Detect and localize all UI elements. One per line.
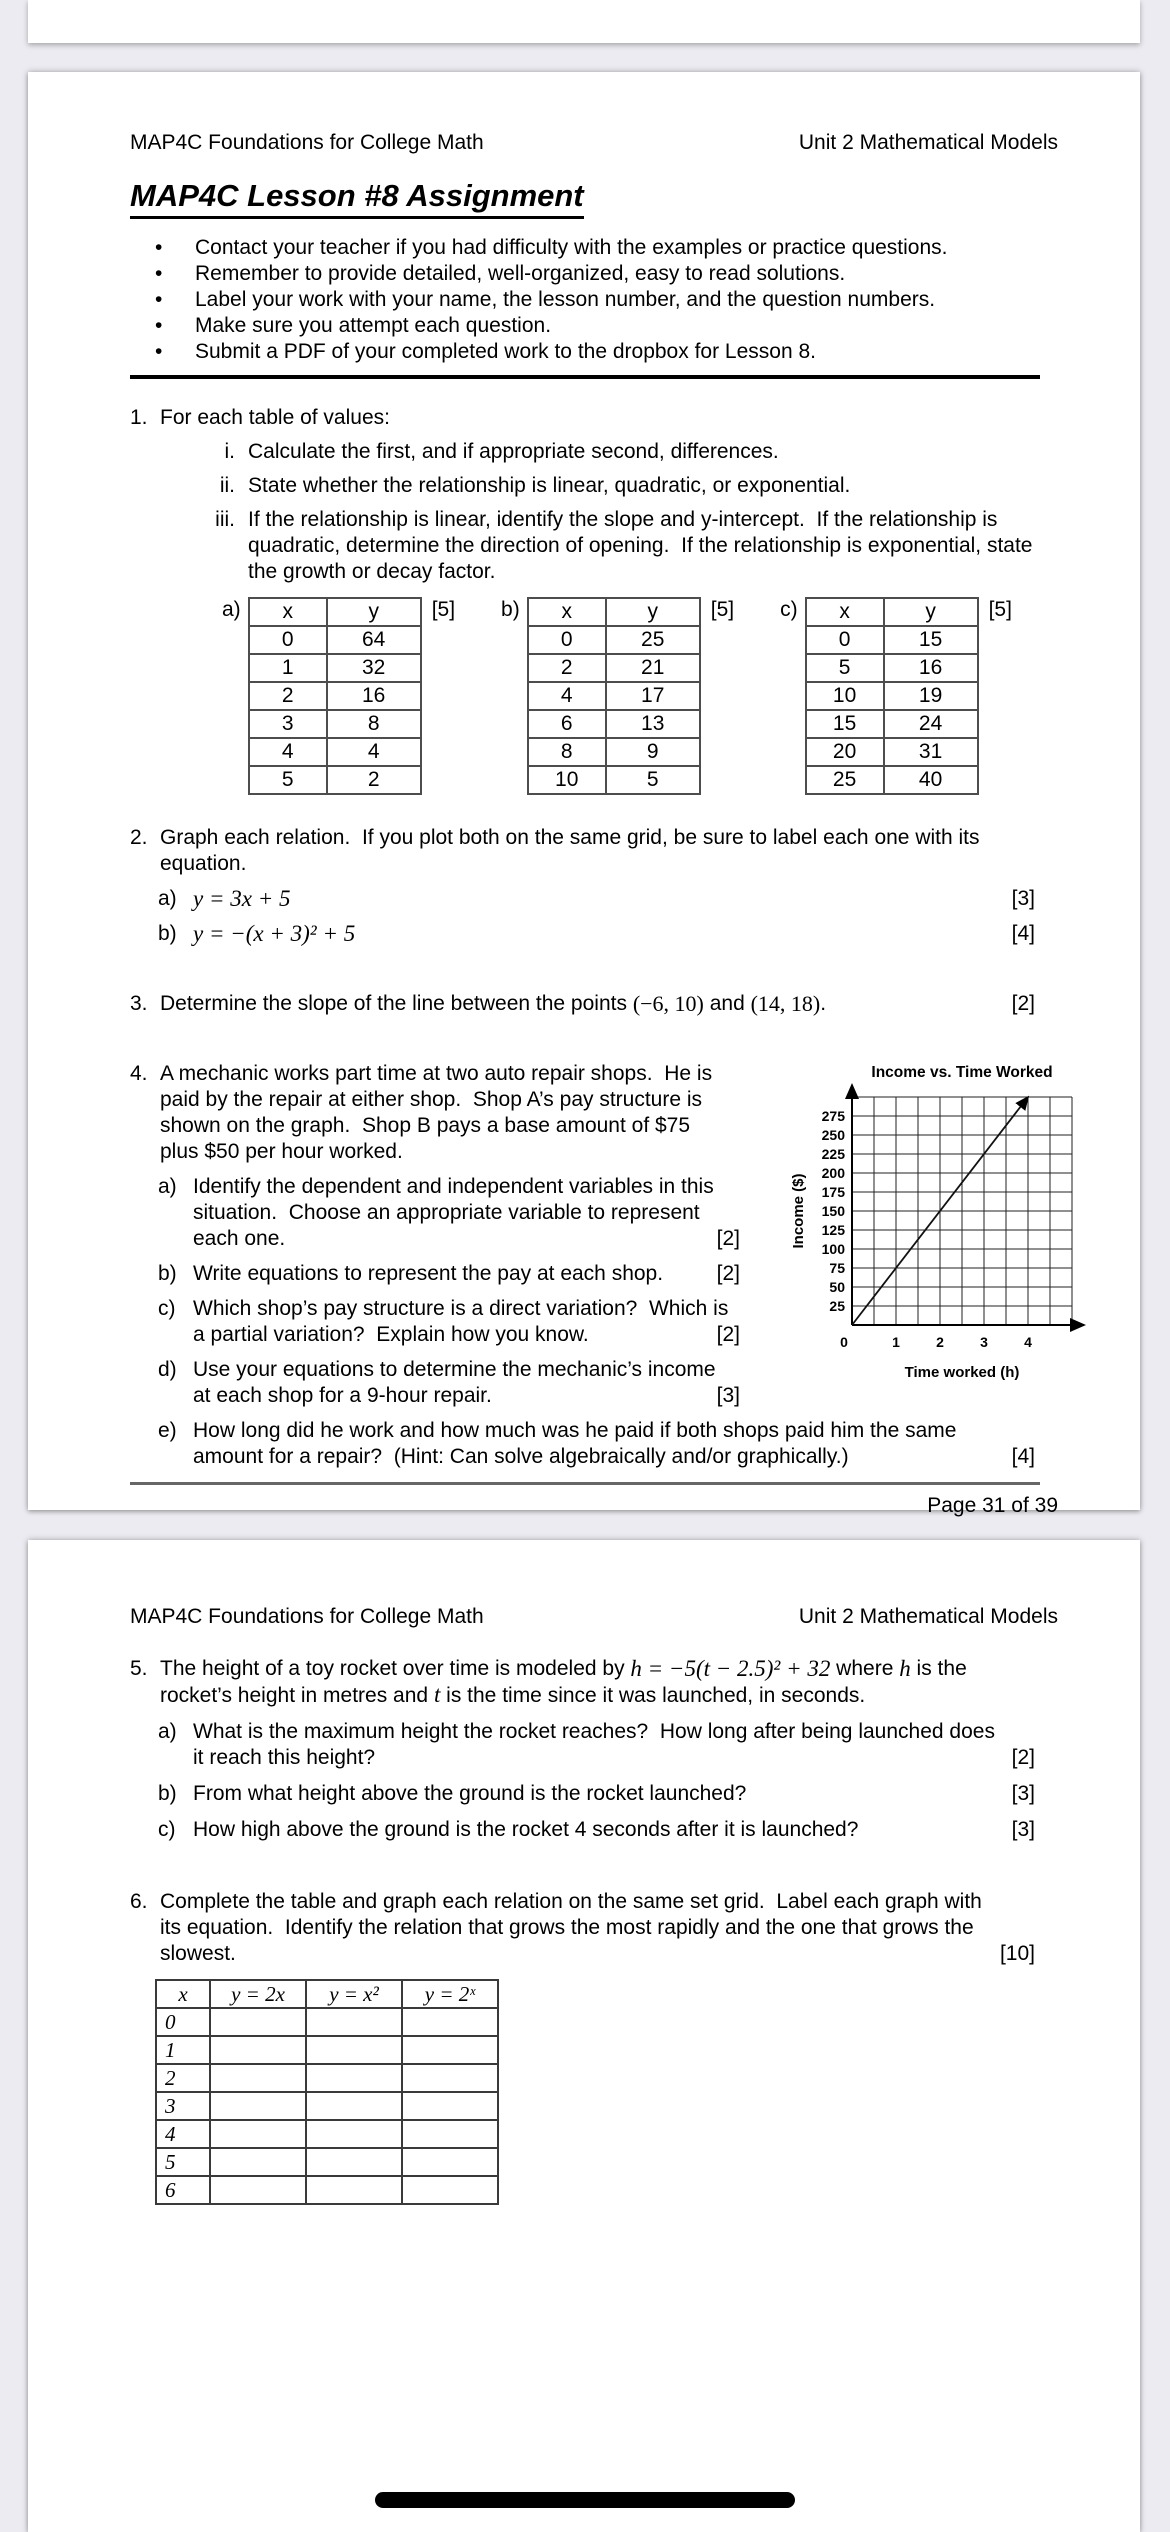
- question-4: [130, 1061, 1058, 1470]
- bullet-icon: •: [155, 236, 163, 259]
- sub-item-text: a partial variation? Explain how you know.: [193, 1323, 589, 1346]
- equation: h = −5(t − 2.5)² + 32: [630, 1656, 831, 1681]
- table-cell: [306, 2036, 402, 2064]
- table-row: [156, 2120, 498, 2148]
- table-cell: 2: [528, 654, 606, 682]
- column-header-x: x: [156, 1980, 210, 2008]
- question-3: [130, 991, 1058, 1017]
- instruction-text: Label your work with your name, the lesson number, and the question numbers.: [195, 288, 936, 311]
- svg-text:Time worked (h): Time worked (h): [904, 1364, 1020, 1381]
- question-text: is the time since it was launched, in seconds.: [440, 1684, 866, 1707]
- question-number: 3.: [130, 992, 148, 1015]
- table-cell: 3: [249, 710, 327, 738]
- equation: y = −(x + 3)² + 5: [193, 921, 356, 946]
- instruction-text: Contact your teacher if you had difficulty with the examples or practice questions.: [195, 236, 948, 259]
- question-text: Graph each relation. If you plot both on the same grid, be sure to label each one with its: [160, 826, 980, 849]
- question-text: Complete the table and graph each relation on the same set grid. Label each graph with: [160, 1890, 982, 1913]
- relations-table-wrap: [155, 1979, 1058, 2205]
- table-cell: 32: [327, 654, 421, 682]
- table-row: [806, 626, 978, 654]
- table-row: [249, 626, 421, 654]
- table-cell: 20: [806, 738, 884, 766]
- sub-item-b: [130, 1781, 1058, 1807]
- sub-item-text: From what height above the ground is the rocket launched?: [193, 1782, 747, 1805]
- table-row: [249, 710, 421, 738]
- question-5: [130, 1656, 1058, 1843]
- question-text: slowest.: [160, 1942, 236, 1965]
- table-row: [528, 682, 700, 710]
- table-row: [528, 738, 700, 766]
- question-text: Determine the slope of the line between the points: [160, 992, 633, 1015]
- document-header: [130, 1540, 1058, 1630]
- table-cell: [402, 2064, 498, 2092]
- item-label: b): [158, 1782, 177, 1805]
- table-cell: [306, 2008, 402, 2036]
- sub-item-text: What is the maximum height the rocket reaches? How long after being launched does: [193, 1720, 995, 1743]
- item-label: b): [158, 922, 177, 945]
- question-6: [130, 1889, 1058, 2205]
- point-1: (−6, 10): [632, 991, 704, 1016]
- table-cell: [306, 2148, 402, 2176]
- sub-item-c: [130, 1817, 1058, 1843]
- sub-item-text: it reach this height?: [193, 1746, 376, 1769]
- marks-badge: [2]: [716, 1323, 740, 1346]
- sub-item-c: [130, 1296, 740, 1348]
- item-label: a): [158, 1720, 177, 1743]
- bullet-icon: •: [155, 262, 163, 285]
- svg-text:100: 100: [821, 1241, 845, 1257]
- item-label: a): [158, 887, 177, 910]
- marks-badge: [4]: [1011, 922, 1035, 945]
- table-cell: 0: [156, 2008, 210, 2036]
- home-indicator[interactable]: [375, 2492, 795, 2508]
- table-cell: 10: [528, 766, 606, 794]
- table-cell: 25: [806, 766, 884, 794]
- sub-item-d: [130, 1357, 740, 1409]
- table-cell: 2: [156, 2064, 210, 2092]
- footer-rule: [130, 1482, 1040, 1485]
- sub-item-text: How long did he work and how much was he paid if both shops paid him the same: [193, 1419, 957, 1442]
- equation-item-b: [130, 921, 1058, 947]
- marks-badge: [3]: [716, 1384, 740, 1407]
- marks-badge: [2]: [1011, 992, 1035, 1015]
- svg-text:225: 225: [821, 1146, 845, 1162]
- table-cell: [306, 2176, 402, 2204]
- instruction-text: Remember to provide detailed, well-organized, easy to read solutions.: [195, 262, 846, 285]
- list-item: [130, 339, 1058, 365]
- table-cell: [210, 2148, 306, 2176]
- table-cell: [210, 2176, 306, 2204]
- question-text: paid by the repair at either shop. Shop A’s pay structure is: [160, 1088, 703, 1111]
- values-table-b: [527, 597, 701, 795]
- svg-text:4: 4: [1024, 1334, 1032, 1350]
- table-cell: 8: [528, 738, 606, 766]
- svg-text:3: 3: [980, 1334, 988, 1350]
- sub-item-text: State whether the relationship is linear, quadratic, or exponential.: [248, 474, 851, 497]
- sub-item-text: Use your equations to determine the mechanic’s income: [193, 1358, 716, 1381]
- question-text: A mechanic works part time at two auto repair shops. He is: [160, 1062, 713, 1085]
- marks-badge: [5]: [988, 598, 1012, 621]
- sub-item-text: If the relationship is linear, identify the slope and y-intercept. If the relationship is: [248, 508, 998, 531]
- table-cell: [210, 2036, 306, 2064]
- table-row: [528, 710, 700, 738]
- table-row: [156, 2064, 498, 2092]
- table-cell: [210, 2092, 306, 2120]
- page-number: Page 31 of 39: [927, 1494, 1058, 1517]
- column-header-x: x: [528, 598, 606, 626]
- table-cell: 2: [249, 682, 327, 710]
- sub-item-text: situation. Choose an appropriate variable to represent: [193, 1201, 700, 1224]
- sub-item-text: Write equations to represent the pay at each shop.: [193, 1262, 664, 1285]
- table-cell: 19: [884, 682, 978, 710]
- svg-text:50: 50: [829, 1279, 845, 1295]
- sub-item-i: [130, 439, 1058, 465]
- values-table-a: [248, 597, 422, 795]
- sub-item-e: [130, 1418, 1058, 1470]
- instruction-text: Make sure you attempt each question.: [195, 314, 552, 337]
- table-cell: [402, 2036, 498, 2064]
- table-cell: [402, 2148, 498, 2176]
- svg-text:1: 1: [892, 1334, 900, 1350]
- table-cell: 31: [884, 738, 978, 766]
- column-header-x: x: [806, 598, 884, 626]
- previous-page-edge: [28, 0, 1140, 43]
- marks-badge: [4]: [1011, 1445, 1035, 1468]
- column-header-y: y: [606, 598, 700, 626]
- marks-badge: [10]: [999, 1942, 1035, 1965]
- table-cell: 40: [884, 766, 978, 794]
- table-cell: 9: [606, 738, 700, 766]
- instruction-text: Submit a PDF of your completed work to the dropbox for Lesson 8.: [195, 340, 816, 363]
- column-header-2x: y = 2x: [210, 1980, 306, 2008]
- sub-item-iii: [130, 507, 1058, 585]
- table-cell: 4: [528, 682, 606, 710]
- equation: y = 3x + 5: [193, 886, 291, 911]
- document-header: [130, 72, 1058, 156]
- table-cell: 0: [249, 626, 327, 654]
- item-label: c): [158, 1297, 176, 1320]
- marks-badge: [2]: [1011, 1746, 1035, 1769]
- divider-rule: [130, 375, 1040, 379]
- table-row: [156, 2036, 498, 2064]
- svg-text:150: 150: [821, 1203, 845, 1219]
- svg-text:0: 0: [840, 1334, 848, 1350]
- bullet-icon: •: [155, 288, 163, 311]
- table-row: [156, 2092, 498, 2120]
- table-cell: 17: [606, 682, 700, 710]
- question-text: rocket’s height in metres and: [160, 1684, 434, 1707]
- marks-badge: [2]: [716, 1227, 740, 1250]
- table-cell: 15: [806, 710, 884, 738]
- question-text: equation.: [160, 852, 247, 875]
- table-row: [249, 682, 421, 710]
- question-number: 2.: [130, 826, 148, 849]
- marks-badge: [2]: [716, 1262, 740, 1285]
- table-row: [156, 2176, 498, 2204]
- svg-text:275: 275: [821, 1108, 845, 1124]
- question-text: The height of a toy rocket over time is modeled by: [160, 1657, 631, 1680]
- question-text: is the: [910, 1657, 967, 1680]
- table-header-row: [249, 598, 421, 626]
- table-cell: [402, 2092, 498, 2120]
- relations-table: [155, 1979, 499, 2205]
- marks-badge: [3]: [1011, 887, 1035, 910]
- table-cell: 10: [806, 682, 884, 710]
- item-label: c): [158, 1818, 176, 1841]
- question-text: where: [830, 1657, 900, 1680]
- table-group-b: [501, 597, 734, 795]
- svg-text:125: 125: [821, 1222, 845, 1238]
- pdf-page-31: [28, 72, 1140, 1517]
- svg-text:Income ($): Income ($): [790, 1173, 807, 1249]
- column-header-y: y: [327, 598, 421, 626]
- table-header-row: [528, 598, 700, 626]
- sub-item-a: [130, 1174, 740, 1252]
- variable: h: [899, 1656, 911, 1681]
- table-cell: 2: [327, 766, 421, 794]
- table-group-c: [780, 597, 1012, 795]
- table-row: [806, 654, 978, 682]
- list-item: [130, 287, 1058, 313]
- table-row: [249, 766, 421, 794]
- table-cell: 13: [606, 710, 700, 738]
- question-number: 1.: [130, 406, 148, 429]
- table-cell: 16: [884, 654, 978, 682]
- table-cell: 5: [606, 766, 700, 794]
- table-cell: [210, 2064, 306, 2092]
- table-cell: 3: [156, 2092, 210, 2120]
- sub-item-text: the growth or decay factor.: [248, 560, 496, 583]
- svg-text:250: 250: [821, 1127, 845, 1143]
- item-label: b): [158, 1262, 177, 1285]
- table-label: b): [501, 598, 520, 621]
- table-header-row: [156, 1980, 498, 2008]
- values-table-c: [805, 597, 979, 795]
- question-text: and: [703, 992, 751, 1015]
- table-cell: 16: [327, 682, 421, 710]
- table-cell: 1: [249, 654, 327, 682]
- marks-badge: [3]: [1011, 1818, 1035, 1841]
- column-header-y: y: [884, 598, 978, 626]
- table-cell: 25: [606, 626, 700, 654]
- table-cell: 5: [156, 2148, 210, 2176]
- column-header-x: x: [249, 598, 327, 626]
- svg-text:75: 75: [829, 1260, 845, 1276]
- table-header-row: [806, 598, 978, 626]
- list-item: [130, 261, 1058, 287]
- point-2: (14, 18): [750, 991, 821, 1016]
- table-cell: 24: [884, 710, 978, 738]
- table-row: [806, 682, 978, 710]
- table-cell: 64: [327, 626, 421, 654]
- table-cell: 6: [528, 710, 606, 738]
- income-chart: [788, 1061, 1088, 1391]
- question-number: 6.: [130, 1890, 148, 1913]
- table-row: [156, 2008, 498, 2036]
- table-cell: [210, 2008, 306, 2036]
- table-cell: [402, 2008, 498, 2036]
- sub-item-text: each one.: [193, 1227, 286, 1250]
- question-text: .: [820, 992, 827, 1015]
- table-row: [249, 654, 421, 682]
- table-cell: 15: [884, 626, 978, 654]
- svg-text:Income vs. Time Worked: Income vs. Time Worked: [871, 1064, 1053, 1081]
- table-cell: 5: [806, 654, 884, 682]
- question-number: 4.: [130, 1062, 148, 1085]
- variable: t: [433, 1682, 441, 1707]
- roman-label: iii.: [215, 508, 235, 531]
- svg-text:175: 175: [821, 1184, 845, 1200]
- table-label: c): [780, 598, 798, 621]
- marks-badge: [5]: [431, 598, 456, 621]
- sub-item-text: quadratic, determine the direction of opening. If the relationship is exponential, state: [248, 534, 1033, 557]
- sub-item-a: [130, 1719, 1058, 1771]
- table-cell: 1: [156, 2036, 210, 2064]
- column-header-xsq: y = x²: [306, 1980, 402, 2008]
- roman-label: i.: [224, 440, 235, 463]
- course-title: MAP4C Foundations for College Math: [130, 1605, 484, 1628]
- unit-title: Unit 2 Mathematical Models: [798, 1605, 1058, 1628]
- table-row: [156, 2148, 498, 2176]
- table-cell: 8: [327, 710, 421, 738]
- question-number: 5.: [130, 1657, 148, 1680]
- table-cell: [306, 2120, 402, 2148]
- table-group-a: [222, 597, 455, 795]
- instructions-list: [130, 235, 1058, 365]
- svg-text:2: 2: [936, 1334, 944, 1350]
- table-cell: [402, 2120, 498, 2148]
- list-item: [130, 313, 1058, 339]
- marks-badge: [5]: [710, 598, 735, 621]
- svg-text:200: 200: [821, 1165, 845, 1181]
- question-text: For each table of values:: [160, 406, 390, 429]
- sub-item-ii: [130, 473, 1058, 499]
- question-1: [130, 405, 1058, 795]
- table-label: a): [222, 598, 241, 621]
- sub-item-b: [130, 1261, 740, 1287]
- value-tables-row: [222, 597, 1058, 795]
- sub-item-text: amount for a repair? (Hint: Can solve algebraically and/or graphically.): [193, 1445, 849, 1468]
- question-2: [130, 825, 1058, 947]
- sub-item-text: Identify the dependent and independent variables in this: [193, 1175, 714, 1198]
- table-cell: 0: [528, 626, 606, 654]
- table-cell: 0: [806, 626, 884, 654]
- table-cell: 5: [249, 766, 327, 794]
- sub-item-text: How high above the ground is the rocket 4 seconds after it is launched?: [193, 1818, 859, 1841]
- item-label: d): [158, 1358, 177, 1381]
- table-cell: 21: [606, 654, 700, 682]
- table-row: [806, 766, 978, 794]
- course-title: MAP4C Foundations for College Math: [130, 131, 484, 154]
- spacer: [130, 1941, 160, 1967]
- list-item: [130, 235, 1058, 261]
- item-label: e): [158, 1419, 177, 1442]
- bullet-icon: •: [155, 314, 163, 337]
- table-row: [528, 766, 700, 794]
- table-cell: [210, 2120, 306, 2148]
- question-text: shown on the graph. Shop B pays a base amount of $75: [160, 1114, 691, 1137]
- column-header-2powx: y = 2ˣ: [402, 1980, 498, 2008]
- table-cell: 4: [249, 738, 327, 766]
- roman-label: ii.: [219, 474, 235, 497]
- table-row: [528, 626, 700, 654]
- table-cell: 4: [327, 738, 421, 766]
- equation-item-a: [130, 886, 1058, 912]
- svg-text:25: 25: [829, 1298, 845, 1314]
- table-row: [249, 738, 421, 766]
- sub-item-text: Which shop’s pay structure is a direct variation? Which is: [193, 1297, 729, 1320]
- table-cell: 4: [156, 2120, 210, 2148]
- table-cell: 6: [156, 2176, 210, 2204]
- bullet-icon: •: [155, 340, 163, 363]
- table-cell: [306, 2092, 402, 2120]
- sub-item-text: Calculate the first, and if appropriate second, differences.: [248, 440, 779, 463]
- question-text: plus $50 per hour worked.: [160, 1140, 403, 1163]
- item-label: a): [158, 1175, 177, 1198]
- pdf-page-32: [28, 1540, 1140, 2532]
- table-row: [806, 710, 978, 738]
- table-row: [528, 654, 700, 682]
- marks-badge: [3]: [1011, 1782, 1035, 1805]
- sub-item-text: at each shop for a 9-hour repair.: [193, 1384, 492, 1407]
- table-cell: [402, 2176, 498, 2204]
- table-row: [806, 738, 978, 766]
- assignment-title: MAP4C Lesson #8 Assignment: [130, 178, 584, 219]
- question-text: its equation. Identify the relation that grows the most rapidly and the one that grows the: [160, 1916, 974, 1939]
- question-4-text-column: [130, 1061, 740, 1409]
- table-cell: [306, 2064, 402, 2092]
- unit-title: Unit 2 Mathematical Models: [798, 131, 1058, 154]
